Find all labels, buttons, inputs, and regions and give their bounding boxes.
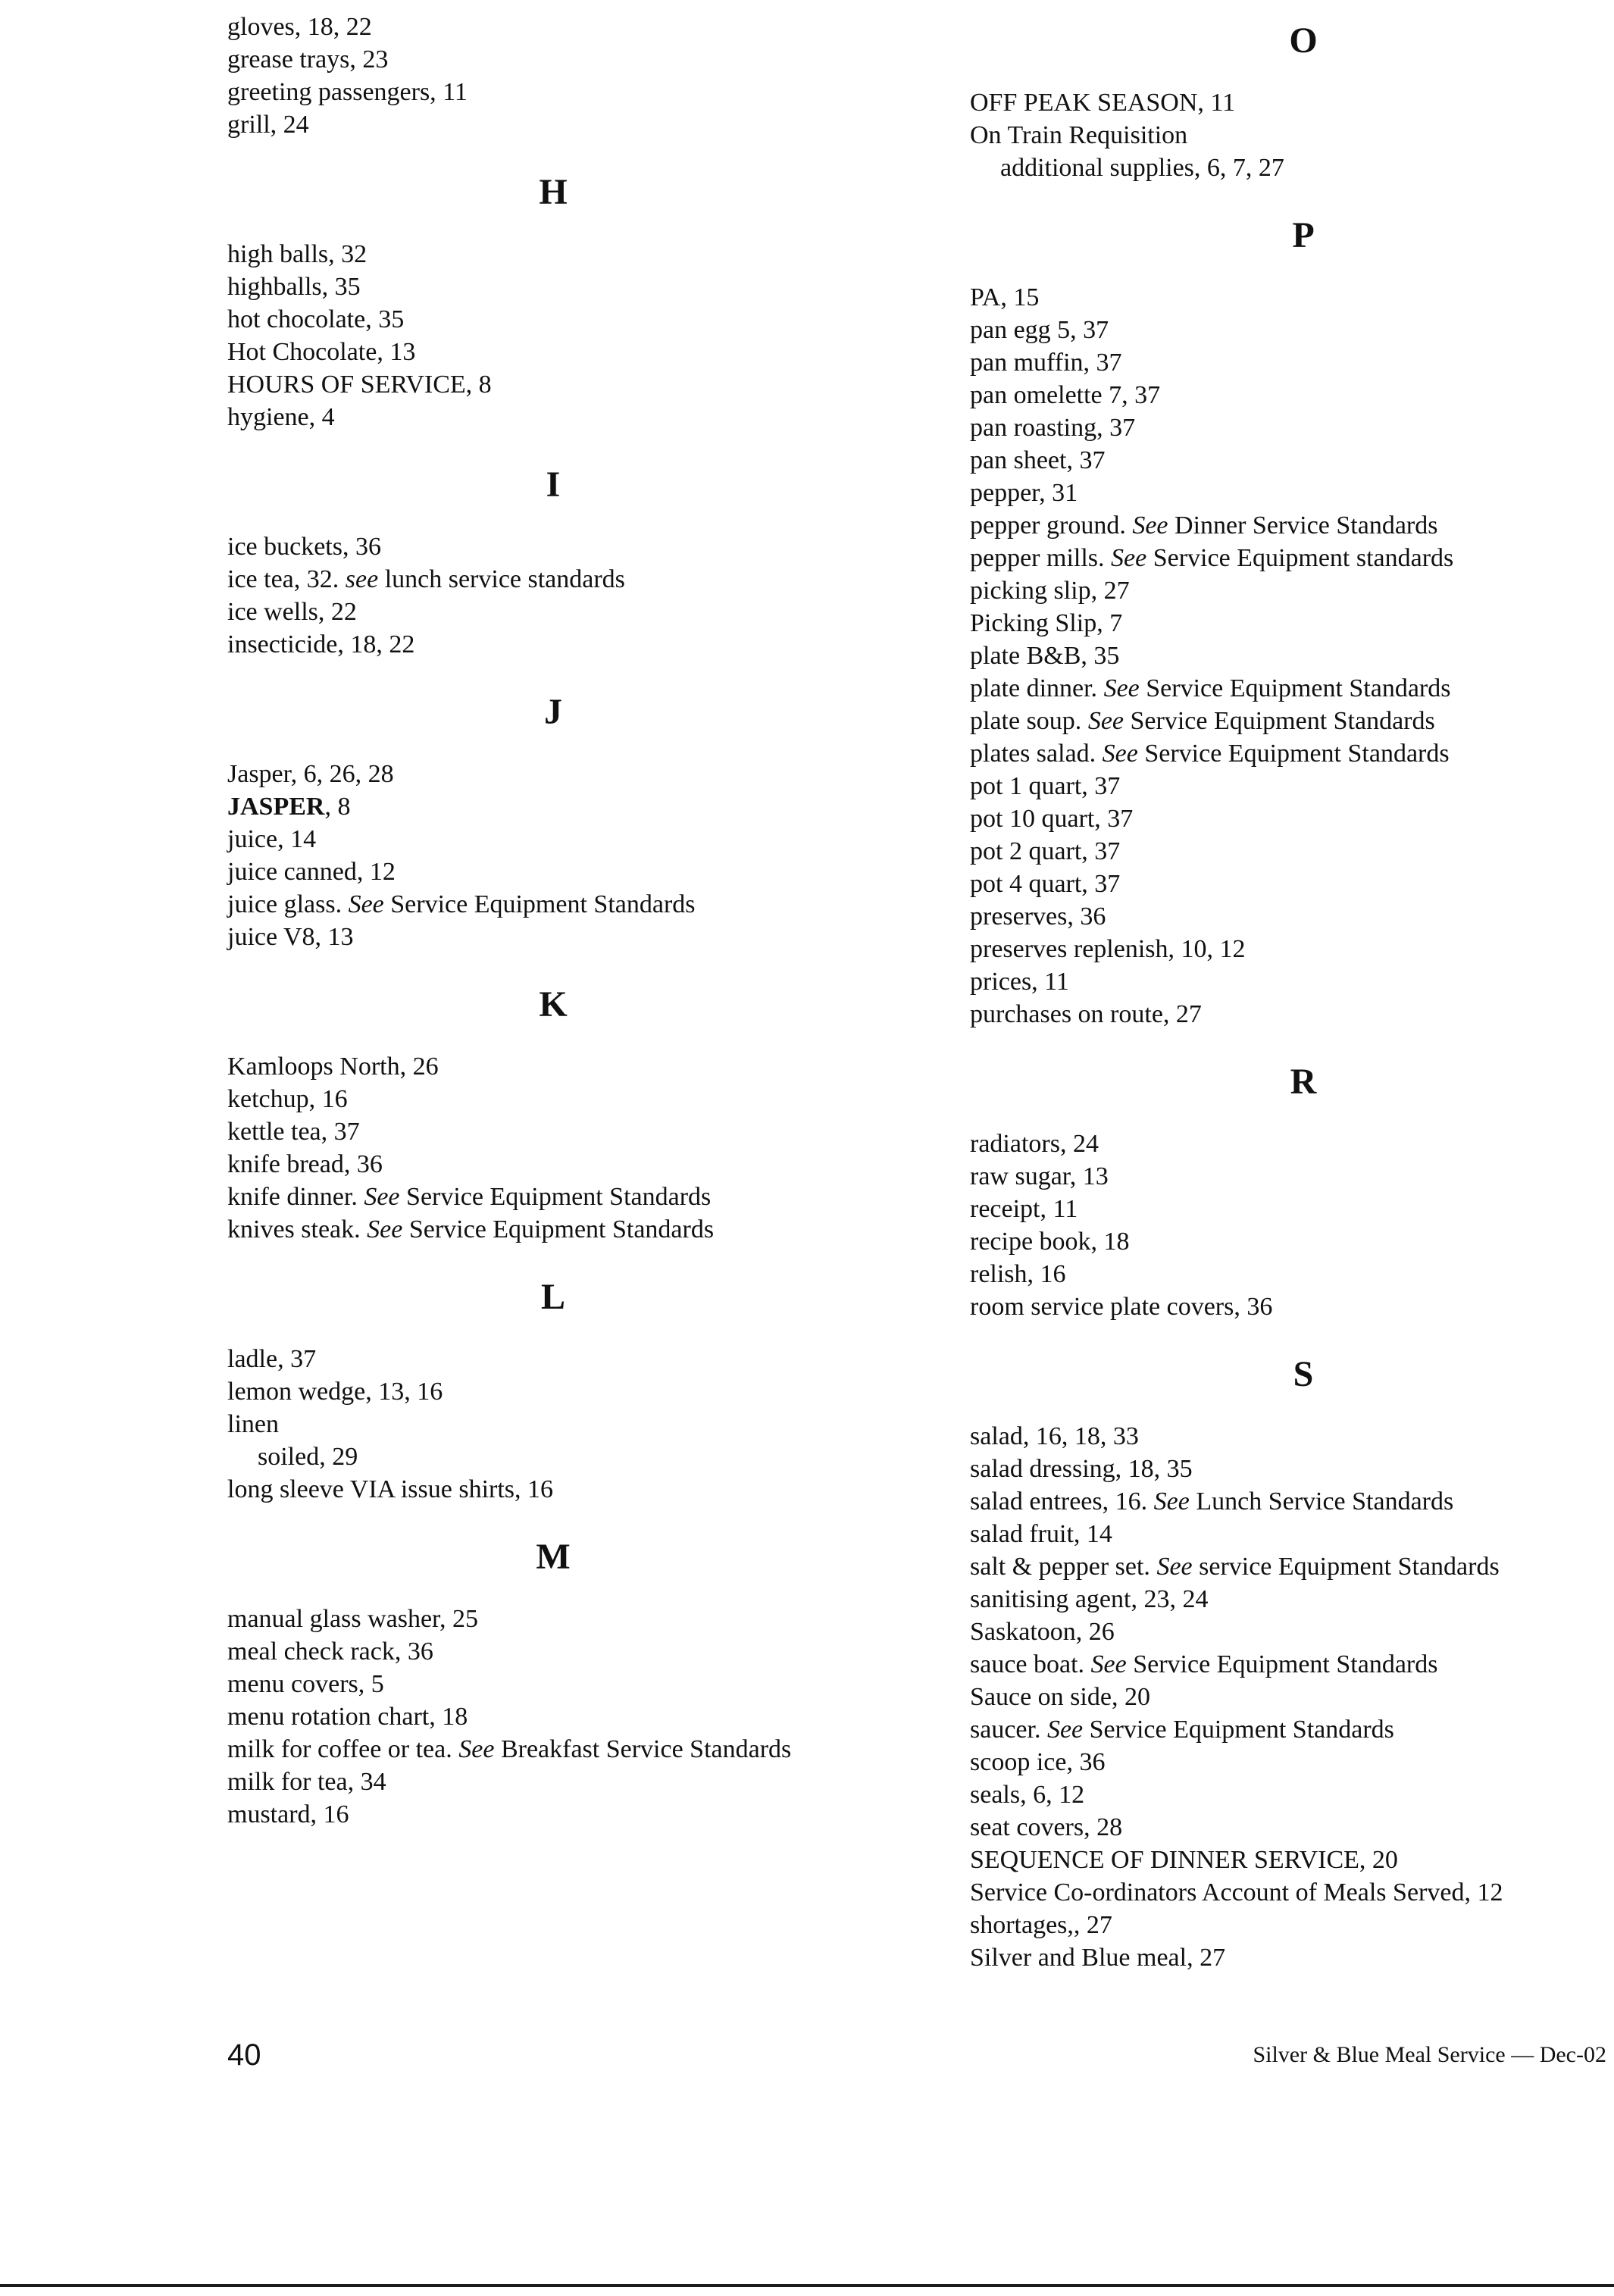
index-entry xyxy=(970,965,1606,998)
index-entry xyxy=(227,921,924,953)
index-entry xyxy=(970,1518,1606,1550)
see-reference-label: See xyxy=(1090,1650,1127,1678)
index-entry xyxy=(227,11,924,43)
entry-term: pot 4 quart, 37 xyxy=(970,870,1121,898)
index-entry xyxy=(227,1050,924,1083)
index-entry xyxy=(970,1941,1606,1974)
section-letter: P xyxy=(1292,215,1315,255)
page-number: 40 xyxy=(227,2038,261,2072)
index-entry xyxy=(970,1290,1606,1323)
index-entry xyxy=(227,1733,924,1766)
index-entry xyxy=(970,1909,1606,1941)
entry-term: milk for tea, 34 xyxy=(227,1768,386,1796)
see-reference-label: See xyxy=(1132,511,1168,540)
see-reference-target: Lunch Service Standards xyxy=(1196,1487,1454,1516)
index-entry xyxy=(227,1083,924,1115)
entry-term: grill, 24 xyxy=(227,111,309,139)
index-entry xyxy=(970,86,1606,119)
see-reference-target: Service Equipment Standards xyxy=(406,1183,712,1211)
entry-term: preserves replenish, 10, 12 xyxy=(970,935,1246,963)
index-entry xyxy=(970,119,1606,152)
entry-term: Saskatoon, 26 xyxy=(970,1618,1115,1646)
index-entry xyxy=(970,802,1606,835)
entry-term: Jasper, 6, 26, 28 xyxy=(227,760,394,788)
index-entry xyxy=(227,1343,924,1375)
section-letter: L xyxy=(540,1277,565,1317)
entry-term: knives steak. xyxy=(227,1215,361,1243)
entry-term: ice tea, 32. xyxy=(227,565,339,593)
entry-term: hygiene, 4 xyxy=(227,403,335,431)
index-entry xyxy=(227,1766,924,1798)
entry-term: seat covers, 28 xyxy=(970,1813,1123,1841)
index-entry xyxy=(227,1115,924,1148)
entry-term: mustard, 16 xyxy=(227,1800,349,1828)
entry-term: JASPER xyxy=(227,793,325,821)
entry-term: pan sheet, 37 xyxy=(970,446,1106,474)
entry-term: receipt, 11 xyxy=(970,1195,1078,1223)
entry-term: insecticide, 18, 22 xyxy=(227,630,415,658)
see-reference-label: See xyxy=(1153,1487,1190,1516)
entry-term: additional supplies, 6, 7, 27 xyxy=(1000,154,1284,182)
entry-term: plate dinner. xyxy=(970,674,1098,702)
index-entry xyxy=(227,1375,924,1408)
index-entry xyxy=(970,574,1606,607)
index-entry xyxy=(970,1193,1606,1225)
entry-pages: , 8 xyxy=(324,793,351,821)
entry-term: Service Co-ordinators Account of Meals Served, 12 xyxy=(970,1878,1503,1907)
index-entry xyxy=(970,314,1606,346)
index-entry xyxy=(227,271,924,303)
entry-term: purchases on route, 27 xyxy=(970,1000,1202,1028)
index-entry xyxy=(227,1148,924,1181)
entry-term: shortages,, 27 xyxy=(970,1911,1112,1939)
index-entry xyxy=(227,1635,924,1668)
see-reference-target: Service Equipment Standards xyxy=(1146,674,1451,702)
entry-term: Kamloops North, 26 xyxy=(227,1053,439,1081)
entry-term: salad dressing, 18, 35 xyxy=(970,1455,1193,1483)
entry-term: lemon wedge, 13, 16 xyxy=(227,1378,443,1406)
section-letter: R xyxy=(1290,1062,1317,1102)
entry-term: juice glass. xyxy=(227,890,343,918)
entry-term: seals, 6, 12 xyxy=(970,1781,1085,1809)
index-entry xyxy=(970,1681,1606,1713)
entry-term: Hot Chocolate, 13 xyxy=(227,338,416,366)
entry-term: greeting passengers, 11 xyxy=(227,78,468,106)
see-reference-target: Service Equipment Standards xyxy=(1133,1650,1438,1678)
index-entry xyxy=(227,1473,924,1506)
see-reference-target: Service Equipment Standards xyxy=(1089,1716,1394,1744)
index-entry xyxy=(227,401,924,433)
entry-term: manual glass washer, 25 xyxy=(227,1605,479,1633)
see-reference-label: See xyxy=(367,1215,403,1243)
entry-term: recipe book, 18 xyxy=(970,1228,1130,1256)
index-entry xyxy=(970,1583,1606,1616)
see-reference-target: service Equipment Standards xyxy=(1199,1553,1500,1581)
entry-term: sanitising agent, 23, 24 xyxy=(970,1585,1209,1613)
index-entry xyxy=(970,998,1606,1031)
entry-term: juice, 14 xyxy=(227,825,317,853)
index-subentry xyxy=(227,1440,924,1473)
index-entry xyxy=(970,1844,1606,1876)
index-entry xyxy=(970,379,1606,411)
entry-term: sauce boat. xyxy=(970,1650,1085,1678)
index-entry xyxy=(970,737,1606,770)
see-reference-target: Dinner Service Standards xyxy=(1175,511,1438,540)
section-letter: I xyxy=(546,465,561,505)
see-reference-label: See xyxy=(1102,740,1138,768)
index-entry xyxy=(227,790,924,823)
entry-term: grease trays, 23 xyxy=(227,45,389,74)
index-entry xyxy=(227,856,924,888)
see-reference-label: see xyxy=(345,565,379,593)
index-entry xyxy=(970,868,1606,900)
index-entry xyxy=(970,1420,1606,1453)
see-reference-label: See xyxy=(1046,1716,1084,1744)
index-entry xyxy=(227,530,924,563)
index-entry xyxy=(227,108,924,141)
footer-title: Silver & Blue Meal Service — Dec-02 xyxy=(1253,2042,1606,2067)
entry-term: ketchup, 16 xyxy=(227,1085,348,1113)
index-entry xyxy=(227,628,924,661)
entry-term: salad fruit, 14 xyxy=(970,1520,1112,1548)
entry-term: pan omelette 7, 37 xyxy=(970,381,1161,409)
index-entry xyxy=(970,1713,1606,1746)
entry-term: plate soup. xyxy=(970,707,1082,735)
index-entry xyxy=(970,1485,1606,1518)
index-entry xyxy=(970,933,1606,965)
entry-term: radiators, 24 xyxy=(970,1130,1099,1158)
index-entry xyxy=(227,1408,924,1440)
entry-term: soiled, 29 xyxy=(258,1443,358,1471)
entry-term: meal check rack, 36 xyxy=(227,1638,433,1666)
see-reference-target: Service Equipment standards xyxy=(1153,544,1454,572)
section-letter: H xyxy=(539,172,568,212)
index-entry xyxy=(227,758,924,790)
entry-term: SEQUENCE OF DINNER SERVICE, 20 xyxy=(970,1846,1398,1874)
entry-term: pepper mills. xyxy=(970,544,1105,572)
see-reference-label: See xyxy=(348,890,384,918)
index-entry xyxy=(227,596,924,628)
entry-term: plate B&B, 35 xyxy=(970,642,1120,670)
see-reference-label: See xyxy=(1103,674,1140,702)
entry-term: linen xyxy=(227,1410,279,1438)
entry-term: pepper ground. xyxy=(970,511,1126,540)
entry-term: salad, 16, 18, 33 xyxy=(970,1422,1139,1450)
see-reference-target: Breakfast Service Standards xyxy=(500,1735,792,1763)
see-reference-label: See xyxy=(1156,1553,1193,1581)
index-entry xyxy=(227,563,924,596)
entry-term: hot chocolate, 35 xyxy=(227,305,405,333)
index-entry xyxy=(227,1668,924,1700)
entry-term: milk for coffee or tea. xyxy=(227,1735,452,1763)
entry-term: juice canned, 12 xyxy=(227,858,396,886)
index-entry xyxy=(970,1811,1606,1844)
entry-term: raw sugar, 13 xyxy=(970,1162,1109,1190)
section-letter: S xyxy=(1293,1354,1314,1394)
index-entry xyxy=(227,1700,924,1733)
entry-term: PA, 15 xyxy=(970,283,1040,311)
see-reference-label: See xyxy=(1087,707,1124,735)
entry-term: prices, 11 xyxy=(970,968,1069,996)
entry-term: long sleeve VIA issue shirts, 16 xyxy=(227,1475,554,1503)
entry-term: gloves, 18, 22 xyxy=(227,13,372,41)
section-letter: K xyxy=(539,984,568,1024)
entry-term: highballs, 35 xyxy=(227,273,361,301)
see-reference-target: Service Equipment Standards xyxy=(408,1215,715,1243)
entry-term: Silver and Blue meal, 27 xyxy=(970,1944,1226,1972)
see-reference-label: See xyxy=(458,1735,495,1763)
index-entry xyxy=(970,1258,1606,1290)
section-letter: J xyxy=(544,692,562,732)
entry-term: ice buckets, 36 xyxy=(227,533,381,561)
see-reference-target: Service Equipment Standards xyxy=(390,890,696,918)
entry-term: ladle, 37 xyxy=(227,1345,317,1373)
index-entry xyxy=(970,1778,1606,1811)
entry-term: saucer. xyxy=(970,1716,1041,1744)
entry-term: juice V8, 13 xyxy=(227,923,354,951)
see-reference-target: Service Equipment Standards xyxy=(1130,707,1435,735)
entry-term: pan egg 5, 37 xyxy=(970,316,1109,344)
index-entry xyxy=(227,1603,924,1635)
index-entry xyxy=(227,1213,924,1246)
index-entry xyxy=(970,672,1606,705)
entry-term: room service plate covers, 36 xyxy=(970,1293,1273,1321)
index-entry xyxy=(227,888,924,921)
index-entry xyxy=(227,1181,924,1213)
index-entry xyxy=(970,900,1606,933)
entry-term: pot 1 quart, 37 xyxy=(970,772,1121,800)
entry-term: picking slip, 27 xyxy=(970,577,1130,605)
entry-term: Picking Slip, 7 xyxy=(970,609,1123,637)
entry-term: pan roasting, 37 xyxy=(970,414,1136,442)
index-entry xyxy=(970,705,1606,737)
entry-term: scoop ice, 36 xyxy=(970,1748,1106,1776)
index-entry xyxy=(970,411,1606,444)
entry-term: menu covers, 5 xyxy=(227,1670,384,1698)
index-entry xyxy=(227,1798,924,1831)
entry-term: plates salad. xyxy=(970,740,1096,768)
index-entry xyxy=(970,1128,1606,1160)
index-entry xyxy=(970,1160,1606,1193)
index-entry xyxy=(227,76,924,108)
bottom-rule xyxy=(0,2284,1614,2287)
entry-term: pan muffin, 37 xyxy=(970,349,1122,377)
index-entry xyxy=(970,1746,1606,1778)
entry-term: On Train Requisition xyxy=(970,121,1188,149)
entry-term: OFF PEAK SEASON, 11 xyxy=(970,89,1236,117)
index-entry xyxy=(227,823,924,856)
entry-term: knife bread, 36 xyxy=(227,1150,383,1178)
index-subentry xyxy=(970,152,1606,184)
index-entry xyxy=(970,1648,1606,1681)
index-entry xyxy=(970,542,1606,574)
see-reference-label: See xyxy=(364,1183,400,1211)
index-entry xyxy=(970,1550,1606,1583)
index-entry xyxy=(970,346,1606,379)
section-letter: O xyxy=(1289,20,1318,61)
entry-term: Sauce on side, 20 xyxy=(970,1683,1150,1711)
index-entry xyxy=(970,1876,1606,1909)
index-entry xyxy=(227,43,924,76)
index-entry xyxy=(227,336,924,368)
section-letter: M xyxy=(536,1537,571,1577)
entry-term: knife dinner. xyxy=(227,1183,358,1211)
see-reference-target: Service Equipment Standards xyxy=(1144,740,1450,768)
entry-term: HOURS OF SERVICE, 8 xyxy=(227,371,492,399)
index-entry xyxy=(227,368,924,401)
entry-term: pot 10 quart, 37 xyxy=(970,805,1134,833)
index-entry xyxy=(970,281,1606,314)
index-entry xyxy=(970,1225,1606,1258)
index-entry xyxy=(970,444,1606,477)
index-entry xyxy=(970,477,1606,509)
index-left-column xyxy=(227,11,924,1831)
index-entry xyxy=(970,835,1606,868)
index-entry xyxy=(970,607,1606,640)
index-entry xyxy=(970,770,1606,802)
entry-term: preserves, 36 xyxy=(970,902,1106,931)
entry-term: pepper, 31 xyxy=(970,479,1078,507)
entry-term: kettle tea, 37 xyxy=(227,1118,360,1146)
entry-term: ice wells, 22 xyxy=(227,598,357,626)
index-right-column xyxy=(970,11,1606,1974)
entry-term: menu rotation chart, 18 xyxy=(227,1703,468,1731)
index-entry xyxy=(227,303,924,336)
entry-term: salt & pepper set. xyxy=(970,1553,1150,1581)
entry-term: high balls, 32 xyxy=(227,240,368,268)
index-entry xyxy=(970,509,1606,542)
entry-term: relish, 16 xyxy=(970,1260,1066,1288)
entry-term: salad entrees, 16. xyxy=(970,1487,1148,1516)
index-entry xyxy=(970,1453,1606,1485)
index-entry xyxy=(227,238,924,271)
entry-term: pot 2 quart, 37 xyxy=(970,837,1121,865)
index-entry xyxy=(970,640,1606,672)
see-reference-target: lunch service standards xyxy=(384,565,625,593)
see-reference-label: See xyxy=(1111,544,1147,572)
index-entry xyxy=(970,1616,1606,1648)
